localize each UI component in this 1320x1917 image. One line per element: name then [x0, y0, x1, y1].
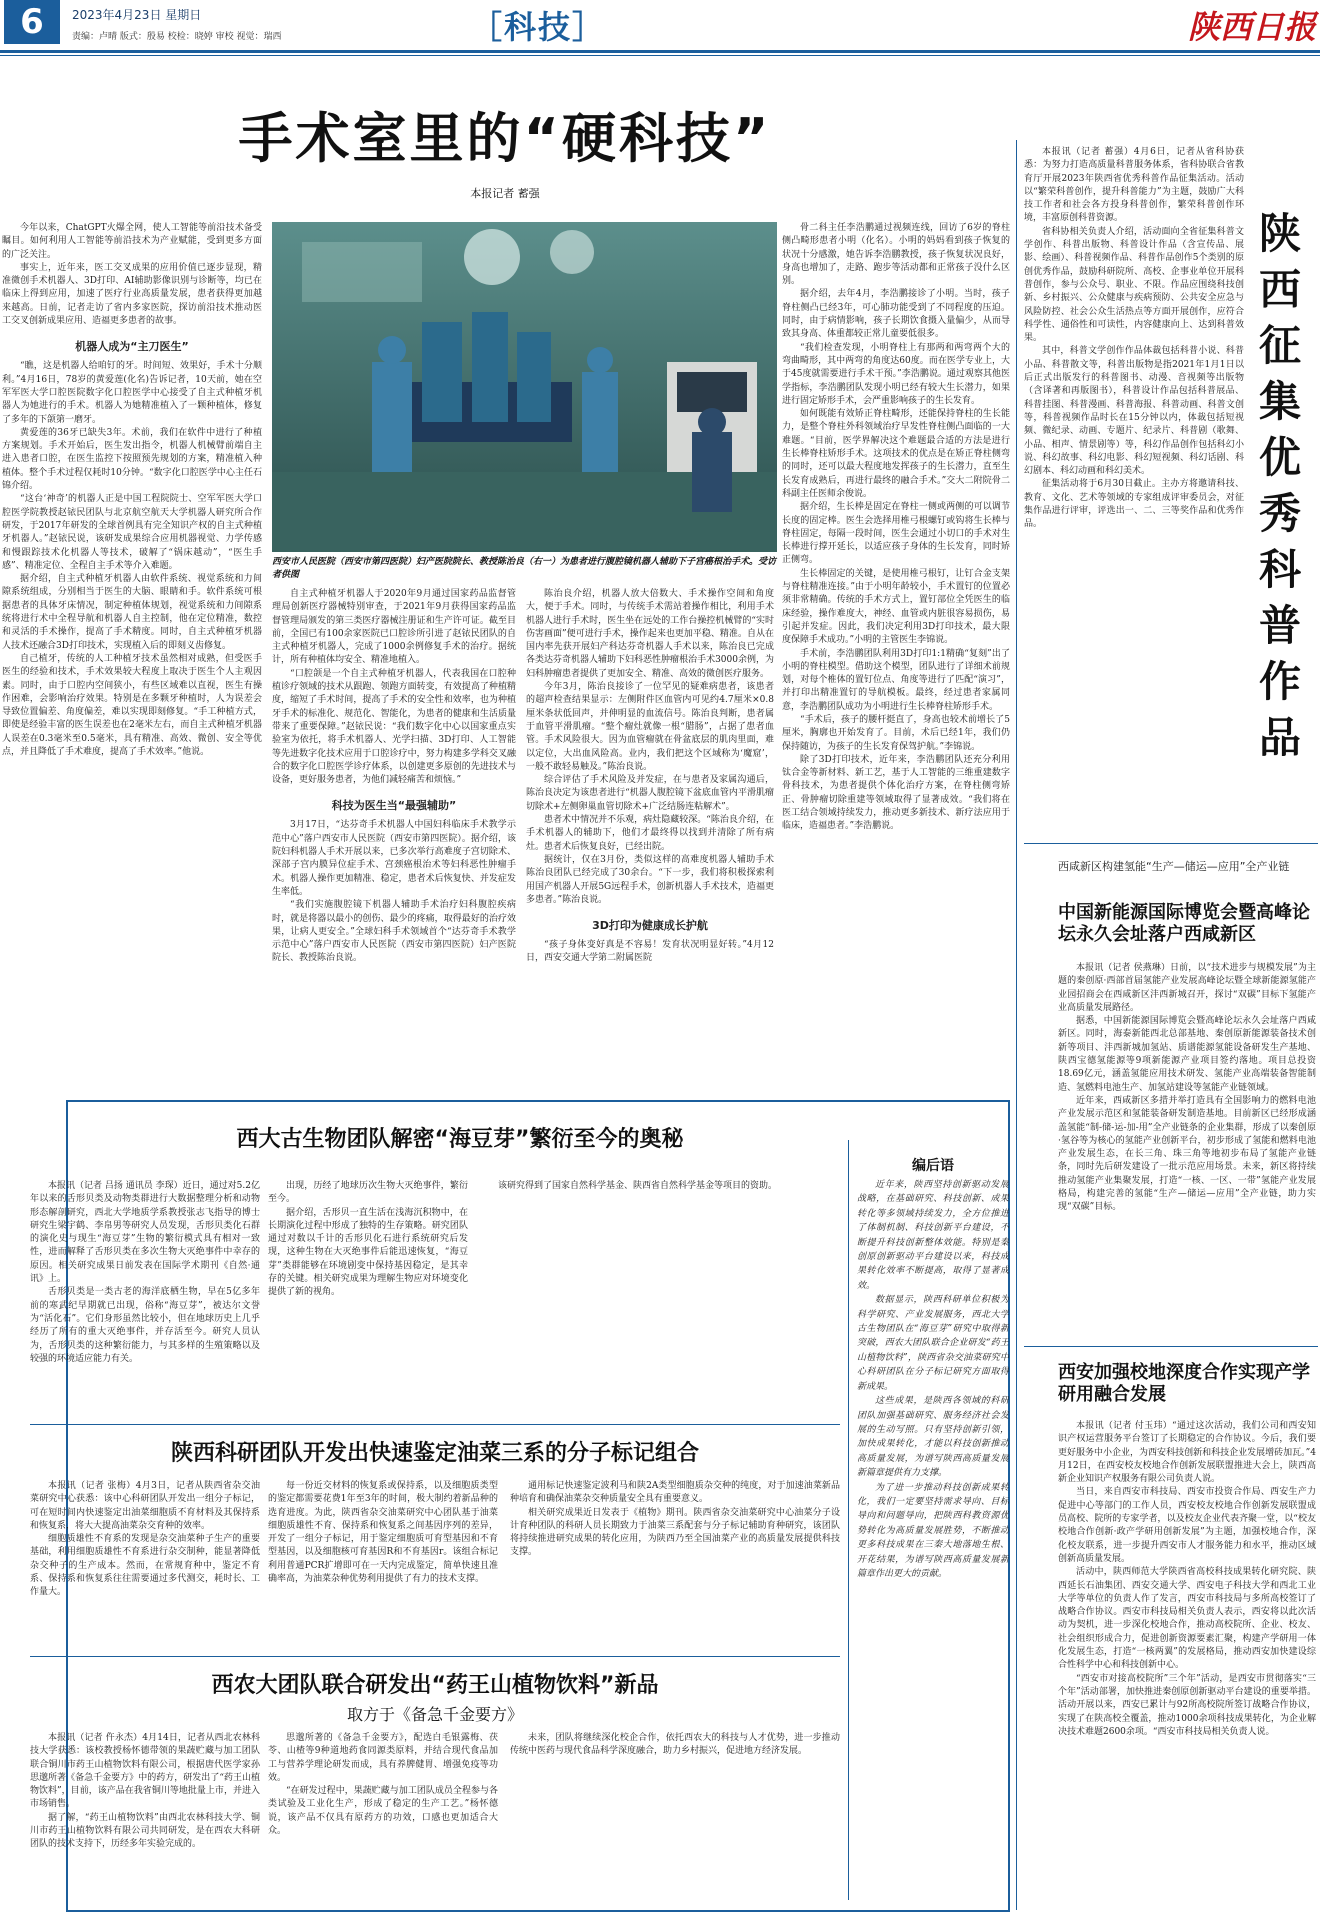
paragraph: 其中，科普文学创作作品体裁包括科普小说、科普小品、科普散文等，科普出版物是指2021年1月1日以后正式出版发行的科普图书、动漫、音视频等出版物（含译著和再版图书），科普设计作品包括科普展品、科普挂图、科普漫画、科普海报、科普动画、科普文创等，科普视频作品时长在15分钟以内，体裁包括短视频、微纪录、动画、专题片、纪录片、科普剧（歌舞、小品、相声、情景剧等）等，科幻作品创作包括科幻小说、科幻故事、科幻电影、科幻短视频、科幻话剧、科幻剧本、科幻动画和科幻美术。	[1024, 346, 1244, 477]
paragraph: “在研发过程中，果蔬贮藏与加工团队成员全程参与各类试验及工业化生产，形成了稳定的生产工艺。”杨怀德说，该产品不仅具有原药方的功效，口感也更加适合大众。	[268, 1786, 498, 1837]
paragraph: 未来，团队将继续深化校企合作，依托西农大的科技与人才优势，进一步推动传统中医药与现代食品科学深度融合，助力乡村振兴，促进地方经济发展。	[510, 1733, 840, 1757]
paragraph: 据介绍，自主式种植牙机器人由软件系统、视觉系统和力间隙系统组成，分别相当于医生的大脑、眼睛和手。软件系统可根据患者的具体牙床情况，制定种植体规划，视觉系统和力间隙系统将进行术中全程导航和机器人自主控制，他在定位精准，数控和灵活的手术操作，提高了手术精度。同时，自主式种植牙机器人技术还融合3D打印技术，实现植入后的即刻义齿修复。	[2, 574, 262, 651]
paragraph: 据介绍，去年4月，李浩鹏接诊了小明。当时，孩子脊柱侧凸已经3年，可心肺功能受到了不同程度的压迫。同时，由于病情影响，孩子长期饮食摄入量偏少，从而导致其身高、体重都较正常儿童要低很多。	[782, 289, 1010, 340]
paragraph: 据介绍，生长棒是固定在脊柱一侧或两侧的可以调节长度的固定棒。医生会选择用椎弓根螺钉或钩将生长棒与脊柱固定，每隔一段时间，医生会通过小切口的手术对生长棒进行撑开延长，以适应孩子身体的生长发育，同时矫正侧弯。	[782, 502, 1010, 566]
paragraph: 近年来，西咸新区多措并举打造具有全国影响力的燃料电池产业发展示范区和氢能装备研发制造基地。目前新区已经形成涵盖氢能“制-储-运-加-用”全产业链条的企业集群，形成了以秦创原·氢谷等为核心的氢能产业创新平台，初步形成了氢能和燃料电池产业发展生态，在长三角、珠三角等地初步布局了氢能产业链条，同时先后研发建设了一批示范应用场景。未来，新区将持续推动氢能产业集聚发展，打造“一核、一区、一带”氢能产业发展格局，构建完善的氢能“生产—储运—应用”全产业链，助力实现“双碳”目标。	[1058, 1095, 1316, 1213]
paragraph: 细胞质雄性不育系的发现是杂交油菜种子生产的重要基础，利用细胞质雄性不育系进行杂交制种，能显著降低杂交种子的生产成本。然而，在常规育种中，鉴定不育系、保持系和恢复系往往需要通过多代测交，耗时长、工作量大。	[30, 1534, 260, 1598]
box3-column-2	[268, 1732, 498, 1908]
story2-pre-title: 西咸新区构建氢能“生产—储运—应用”全产业链	[1058, 860, 1290, 873]
photo-caption: 西安市人民医院（西安市第四医院）妇产医院院长、教授陈治良（右一）为患者进行腹腔镜机器人辅助下子宫癌根治手术。受访者供图	[272, 557, 777, 580]
staff-line: 责编：卢晴 版式：殷易 校检：晓婷 审校 视觉：瑞西	[72, 32, 282, 42]
paragraph: 通用标记快速鉴定波利马和陕2A类型细胞质杂交种的纯度，对于加速油菜新品种培育和确保油菜杂交种质量安全具有重要意义。	[510, 1481, 840, 1505]
paragraph: 手术前，李浩鹏团队利用3D打印1:1精确“复刻”出了小明的脊柱模型。借助这个模型，团队进行了详细术前规划，对每个椎体的置钉位点、角度等进行了匹配“演习”，并打印出精准置钉的导航模板。最终，经过患者家属同意，李浩鹏团队成功为小明进行生长棒脊柱矫形手术。	[782, 648, 1010, 712]
box1-column-2	[268, 1180, 468, 1416]
paragraph: 本报讯（记者 蓄强）4月6日，记者从省科协获悉：为努力打造高质量科普服务体系，省科协联合省教育厅开展2023年陕西省优秀科普作品征集活动。活动以“繁荣科普创作，提升科普能力”为主题，鼓励广大科技工作者和社会各方投身科普创作，繁荣科普创作环境，丰富原创科普资源。	[1024, 147, 1244, 224]
paragraph: 该研究得到了国家自然科学基金、陕西省自然科学基金等项目的资助。	[498, 1181, 778, 1191]
paragraph: “我们实施腹腔镜下机器人辅助手术治疗妇科腹腔疾病时，就是将器以最小的创伤、最少的疼痛，取得最好的治疗效果，让病人更安全。”全球妇科手术领域首个“达芬奇手术教学示范中心”落户西安市人民医院（西安市第四医院）妇产医院院长、教授陈治良说。	[272, 900, 516, 964]
main-byline: 本报记者 蓄强	[470, 187, 540, 200]
editorial-body	[857, 1178, 1009, 1738]
subheading: 机器人成为“主刀医生”	[75, 340, 189, 354]
paragraph: 本报讯（记者 仵永杰）4月14日，记者从西北农林科技大学获悉：该校教授杨怀德带领的果蔬贮藏与加工团队联合铜川市药王山植物饮料有限公司，根据唐代医学家孙思邈所著《备急千金要方》中的药方，研发出了“药王山植物饮料”，目前，该产品在我省铜川等地批量上市，并进入市场销售。	[30, 1733, 260, 1810]
paragraph: “这台‘神奇’的机器人正是中国工程院院士、空军军医大学口腔医学院教授赵铱民团队与北京航空航天大学机器人研究所合作研发，于2017年研发的全球首例具有完全知识产权的自主式种植牙机器人。”赵铱民说，该研发成果综合应用机器视觉、力学传感和慢跟踪技术化机器人等技术，破解了“锅床越动”，“医生手感”、精准定位、全程自主手术等介入难题。	[2, 494, 262, 571]
paragraph: “西安市对接高校院所”三个年”活动，是西安市贯彻落实“三个年”活动部署，加快推进秦创原创新驱动平台建设的重要举措。活动开展以来，西安已累计与92所高校院所签订战略合作协议，实现了在陕高校全覆盖，推动1000余项科技成果转化，为企业解决技术难题2600余项。“西安市科技局相关负责人说。	[1058, 1673, 1316, 1737]
paragraph: 活动中，陕西师范大学陕西省高校科技成果转化研究院、陕西延长石油集团、西安交通大学、西安电子科技大学和西北工业大学等单位的负责人作了发言，西安市科技局与多所高校签订了战略合作协议。西安市科技局相关负责人表示，西安将以此次活动为契机，进一步深化校地合作，推动高校院所、企业、校友、社会组织形成合力，促进创新资源要素汇聚，构建产学研用一体化发展生态，打造“一核两翼”的发展格局，推动西安加快建设综合性科学中心和科技创新中心。	[1058, 1567, 1316, 1671]
box1-column-1	[30, 1180, 260, 1416]
paragraph: 近年来，陕西坚持创新驱动发展战略，在基础研究、科技创新、成果转化等多领域持续发力，全方位推进了体制机制、科技创新平台建设，不断提升科技创新整体效能。特别是秦创原创新驱动平台建设以来，科技成果转化效率不断提高，取得了显著成效。	[857, 1180, 1009, 1291]
subheading: 科技为医生当“最强辅助”	[331, 799, 457, 813]
editorial-divider	[848, 1140, 849, 1900]
subheading: 3D打印为健康成长护航	[592, 919, 708, 933]
column-divider	[1016, 140, 1017, 1910]
paragraph: 本报讯（记者 侯燕琳）日前，以“技术进步与规模发展”为主题的秦创原·西部首届氢能产业发展高峰论坛暨全球新能源氢能产业园招商会在西咸新区沣西新城召开，探讨“双碳”目标下氢能产业高质量发展路径。	[1058, 963, 1316, 1013]
box2-column-3	[510, 1480, 840, 1648]
box3-subheadline: 取方于《备急千金要方》	[346, 1705, 523, 1724]
header-rule-thin	[0, 55, 1320, 56]
right-story-3	[1058, 1420, 1316, 1912]
paragraph: 思邈所著的《备急千金要方》，配选白毛银露梅、茯苓、山楂等9种道地药食同源类原料，并结合现代食品加工与营养学理论研发而成，具有养脾健胃、增强免疫等功效。	[268, 1733, 498, 1783]
header-rule	[0, 50, 1320, 53]
paragraph: “我们检查发现，小明脊柱上有那两和两弯两个大的弯曲畸形，其中两弯的角度达60度。而在医学专业上，大于45度就需要进行手术干预。”李浩鹏说。通过观察其他医学指标，李浩鹏团队发现小明已经有较大生长潜力，如果进行固定矫形手术，会严重影响孩子的生长发育。	[782, 342, 1010, 406]
paragraph: 如何既能有效矫正脊柱畸形，还能保持脊柱的生长能力，是整个脊柱外科领域治疗早发性脊柱侧凸面临的一大难题。“目前，医学界解决这个难题最合适的方法是进行生长棒脊柱矫形手术。这项技术的优点是在矫正脊柱侧弯的同时，还可以最大程度地发挥孩子的生长潜力，直至生长发育成熟后，再进行最终的融合手术。”交大二附院骨二科副主任医师余俊说。	[782, 409, 1010, 499]
story2-headline: 中国新能源国际博览会暨高峰论坛永久会址落户西咸新区	[1058, 902, 1310, 945]
box3-column-1	[30, 1732, 260, 1908]
paragraph: 每一份近交材料的恢复系或保持系，以及细胞质类型的鉴定都需要花费1年至3年的时间，极大制约着新品种的选育进度。为此，陕西省杂交油菜研究中心团队基于油菜细胞质雄性不育、保持系和恢复系之间基因序列的差异，开发了一组分子标记，用于鉴定细胞质可育型基因和不育型基因，以及细胞核可育基因R和不育基因r。该组合标记利用普通PCR扩增即可在一天内完成鉴定，简单快速且准确率高，为油菜杂种优势利用提供了有力的技术支撑。	[268, 1481, 498, 1585]
right-story-2	[1058, 962, 1316, 1307]
main-column-4	[782, 222, 1010, 1098]
paragraph: 综合评估了手术风险及并发症，在与患者及家属沟通后，陈治良决定为该患者进行“机器人腹腔镜下盆底血管内平滑肌瘤切除术+左侧卵巢血管切除术+广泛结肠连粘解术”。	[526, 775, 774, 812]
operating-room-illustration	[272, 222, 777, 552]
paragraph: 本报讯（记者 张梅）4月3日，记者从陕西省杂交油菜研究中心获悉：该中心科研团队开发出一组分子标记，可在短时间内快速鉴定出油菜细胞质不育材料及其保持系和恢复系，将大大提高油菜杂交育种的效率。	[30, 1481, 260, 1531]
paragraph: “口腔颌是一个自主式种植牙机器人，代表我国在口腔种植诊疗领域的技术从跟跑、领跑方面转变，有效提高了种植精度，缩短了手术时间，提高了手术的安全性和效率，也为种植牙手术的标准化、规范化、智能化，为患者的健康和生活质量带来了重要保障。”赵铱民说：“我们数字化中心以国家重点实验室为依托，将手术机器人、光学扫描、3D打印、人工智能等先进数字化技术应用于口腔诊疗中，努力构建多学科交叉融合的数字化口腔医学诊疗体系，以创建更多原创的先进技术与设备，更好服务患者，为他们减轻痛苦和烦恼。”	[272, 668, 516, 786]
header-meta	[72, 6, 452, 42]
paragraph: 据了解，“药王山植物饮料”由西北农林科技大学、铜川市药王山植物饮料有限公司共同研发，是在西农大科研团队的技术支持下，历经多年实验完成的。	[30, 1812, 260, 1850]
paragraph: 本报讯（记者 付玉玮）“通过这次活动，我们公司和西安知识产权运营服务平台签订了长期稳定的合作协议。今后，我们要更好服务中小企业，为西安科技创新和科技企业发展增砖加瓦。”4月12日，在西安校友校地合作创新发展联盟推进大会上，陕西高新企业知识产权服务有限公司负责人说。	[1058, 1421, 1316, 1485]
story-divider	[1024, 1346, 1318, 1347]
paragraph: 数据显示，陕西科研单位积极为科学研究、产业发展服务，西北大学古生物团队在“海豆芽”研究中取得新突破，西农大团队联合企业研发“药王山植物饮料”，陕西省杂交油菜研究中心科研团队在分子标记研究方面取得新成果。	[857, 1295, 1009, 1392]
story3-headline: 西安加强校地深度合作实现产学研用融合发展	[1058, 1362, 1310, 1405]
box2-headline: 陕西科研团队开发出快速鉴定油菜三系的分子标记组合	[170, 1441, 699, 1466]
paragraph: 据统计，仅在3月份，类似这样的高难度机器人辅助手术陈治良团队已经完成了30余台。“下一步，我们将积极探索利用国产机器人开展5G远程手术，创新机器人手术技术，造福更多患者。”陈治良说。	[526, 854, 774, 905]
editorial-title: 编后语	[912, 1158, 954, 1174]
paragraph: 相关研究成果近日发表于《植物》期刊。陕西省杂交油菜研究中心油菜分子设计育种团队的科研人员长期致力于油菜三系配套与分子标记辅助育种研究，该团队将持续推进研究成果的转化应用，为陕西乃至全国油菜产业的高质量发展提供科技支撑。	[510, 1507, 840, 1558]
paragraph: 今年以来，ChatGPT火爆全网，使人工智能等前沿技术备受瞩目。如何利用人工智能等前沿技术为产业赋能，受到更多方面的广泛关注。	[2, 223, 262, 260]
main-headline: 手术室里的“硬科技”	[238, 107, 772, 170]
box-divider	[30, 1424, 840, 1425]
paragraph: 生长棒固定的关键，是使用椎弓根钉，让钉合金支架与脊柱精准连接。”由于小明年龄较小，手术置钉的位置必须非常精确。传统的手术方式上，置钉部位全凭医生的临床经验，操作难度大，神经、血管或内脏很容易损伤，易引起并发症。因此，我们决定利用3D打印技术，最大限度保障手术成功。”小明的主管医生李锦说。	[782, 568, 1010, 646]
paragraph: 本报讯（记者 吕扬 通讯员 李琛）近日，通过对5.2亿年以来的舌形贝类及动物类群进行大数据整理分析和动物形态解剖研究，西北大学地质学系教授张志飞指导的博士研究生梁宇鹤、李帛男等研究人员发现，舌形贝类化石群的演化史与现生“海豆芽”生物的繁衍模式具有相对一致性，进而解释了舌形贝类在多次生物大灭绝事件中幸存的原因。相关研究成果日前发表在国际学术期刊《自然·通讯》上。	[30, 1181, 260, 1285]
main-column-2	[272, 588, 516, 1098]
paragraph: 骨二科主任李浩鹏通过视频连线，回访了6岁的脊柱侧凸畸形患者小明（化名）。小明的妈妈看到孩子恢复的状况十分感激，她告诉李浩鹏教授，孩子恢复状况良好，身高也增加了，走路、跑步等活动都和正常孩子没什么区别。	[782, 223, 1010, 287]
date-line: 2023年4月23日 星期日	[72, 8, 202, 22]
story-divider	[1024, 843, 1318, 844]
paragraph: 为了进一步推动科技创新成果转化，我们一定要坚持需求导向、目标导向和问题导向，把陕西科教资源优势转化为高质量发展胜势，不断推动更多科技成果在三秦大地落地生根、开花结果，为谱写陕西高质量发展新篇章作出更大的贡献。	[857, 1482, 1009, 1579]
paragraph: 出现，历经了地球历次生物大灭绝事件，繁衍至今。	[268, 1181, 468, 1205]
paragraph: 3月17日，“达芬奇手术机器人中国妇科临床手术教学示范中心”落户西安市人民医院（西安市第四医院）。据介绍，该院妇科机器人手术开展以来，已多次举行高难度子宫切除术、深部子宫内膜异位症手术、宫颈癌根治术等妇科恶性肿瘤手术。机器人操作更加精准、稳定，患者术后恢复快、并发症发生率低。	[272, 820, 516, 897]
paragraph: 自主式种植牙机器人于2020年9月通过国家药品监督管理局创新医疗器械特别审查，于2021年9月获得国家药品监督管理局颁发的第三类医疗器械注册证和生产许可证。截至目前，全国已有100余家医院已口腔诊所引进了赵铱民团队的自主式种植牙机器人，完成了1000余例修复手术的治疗。据统计，所有种植体均安全、精准地植入。	[272, 589, 516, 666]
surgery-photo	[272, 222, 777, 552]
box1-column-3	[480, 1180, 840, 1416]
paragraph: 今年3月，陈治良接诊了一位罕见的疑难病患者，该患者的超声检查结果显示：左侧附件区血管内可见约4.7厘米×0.8厘米条状低回声，并伸明显的血流信号。陈治良判断，患者属于血管平滑肌瘤。“整个瘤灶就像一根“腊肠”，占据了患者血管。手术风险很大。因为血管瘤就在骨盆底层的肌肉里面，难以定位，大出血风险高。业内，我们把这个区域称为‘魔窟’，一般不敢轻易触及。”陈治良说。	[526, 682, 774, 772]
page-number: 6	[4, 0, 60, 44]
paragraph: 自己植牙，传统的人工种植牙技术虽然相对成熟，但受医手医生的经验和技术，手术效果较大程度上取决于医生个人主观因素。同时，由于口腔内空间狭小，有些区域难以直视，医生有操作困难，会影响治疗效果。特别是在多颗牙种植时，人为误差会导致位置偏差、角度偏差，难以实现即刻修复。“手工种植方式，即使是经验丰富的医生误差也在2毫米左右，而自主式种植牙机器人误差在0.3毫米至0.5毫米，具有精准、高效、微创、安全等优点，并且降低了手术难度，提高了手术效率。”他说。	[2, 653, 262, 757]
paragraph: “孩子身体变好真是不容易！发育状况明显好转。”4月12日，西安交通大学第二附属医院	[526, 940, 774, 964]
paragraph: 当日，来自西安市科技局、西安市投资合作局、西安生产力促进中心等部门的工作人员，西安校友校地合作创新发展联盟成员高校、院所的专家学者，以及校友企业代表齐聚一堂，以“校友校地合作创新·政产学研用创新发展”为主题，加强校地合作，深化校友联系，进一步提升西安市人才服务能力和水平，推动区域创新高质量发展。	[1058, 1487, 1316, 1564]
paragraph: 事实上，近年来，医工交叉成果的应用价值已逐步显现，精准微创手术机器人、3D打印、AI辅助影像识别与诊断等，均已在临床上得到应用，加速了医疗行业高质量发展，患者获得更加越来越高。日前，记者走访了省内多家医院，探访前沿技术推动医工交叉创新成果应用、造福更多患者的故事。	[2, 262, 262, 327]
box3-column-3	[510, 1732, 840, 1908]
box1-headline: 西大古生物团队解密“海豆芽”繁衍至今的奥秘	[236, 1127, 684, 1152]
paragraph: 黄爱莲的36牙已缺失3年。术前，我们在软件中进行了种植方案规划。手术开始后，医生发出指令，机器人机械臂前端自主进入患者口腔，在医生监控下按照预先规划的方案，精准植入种植体。整个手术过程仅耗时10分钟。“数字化口腔医学中心主任石锦介绍。	[2, 427, 262, 492]
box-divider	[30, 1656, 840, 1657]
box2-column-2	[268, 1480, 498, 1648]
newspaper-logo: 陕西日报	[1187, 8, 1316, 46]
paragraph: 陈治良介绍，机器人放大倍数大、手术操作空间和角度大，便于手术。同时，与传统手术需站着操作相比，利用手术机器人进行手术时，医生坐在远处的工作台操控机械臂的“实时伤害画面”便可进行手术，操作起来也更加平稳、精准。自从在国内率先获开展妇产科达芬奇机器人手术以来，陈治良已完成各类达芬奇机器人辅助下妇科恶性肿瘤根治手术3000余例，为妇科肿瘤患者提供了更加安全、精准、高效的微创医疗服务。	[526, 589, 774, 679]
main-column-1	[2, 222, 262, 1098]
paragraph: 征集活动将于6月30日截止。主办方将邀请科技、教育、文化、艺术等领域的专家组成评审委员会，对征集作品进行评审，评选出一、二、三等奖作品和优秀作品。	[1024, 479, 1244, 530]
paragraph: 除了3D打印技术，近年来，李浩鹏团队还充分利用钛合金等新材料、新工艺，基于人工智能的三维重建数字骨科技术，为患者提供个体化治疗方案，在脊柱侧弯矫正、骨肿瘤切除重建等领域取得了显著成效。“我们将在医工结合领域持续发力，推动更多新技术、新疗法应用于临床，造福患者。”李浩鹏说。	[782, 754, 1010, 832]
paragraph: 患者术中情况并不乐观，病灶隐藏较深。“陈治良介绍，在手术机器人的辅助下，他们才最终得以找到并清除了所有病灶。患者术后恢复良好，已经出院。	[526, 815, 774, 852]
main-column-3	[526, 588, 774, 1098]
right-story-1	[1024, 146, 1244, 806]
section-label: ［科技］	[470, 8, 607, 46]
paragraph: “手术后，孩子的腰杆挺直了，身高也较术前增长了5厘米，胸廓也开始发育了。目前，术后已经1年，我们仍保持随访，为孩子的生长发育保驾护航。”李锦说。	[782, 714, 1010, 752]
paragraph: 据介绍，舌形贝一直生活在浅海沉积物中，在长期演化过程中形成了独特的生存策略。研究团队通过对数以千计的舌形贝化石进行系统研究后发现，这种生物在大灭绝事件后能迅速恢复，“海豆芽”类群能够在环境剧变中保持基因稳定，是其幸存的关键。相关研究成果为理解生物应对环境变化提供了新的视角。	[268, 1207, 468, 1298]
box3-headline: 西农大团队联合研发出“药王山植物饮料”新品	[211, 1673, 659, 1698]
vertical-headline: 陕西征集优秀科普作品	[1258, 209, 1301, 762]
paragraph: 据悉，中国新能源国际博览会暨高峰论坛永久会址落户西咸新区。同时，海泰新能西北总部基地、秦创原新能源装备技术创新等项目、沣西新城加氢站、质谱能源氢能设备研发生产基地、陕西宝德氢能源等9项新能源产业项目签约落地。项目总投资18.69亿元，涵盖氢能应用技术研发、氢能产业高端装备智能制造、氢燃料电池生产、加氢站建设等氢能产业链领域。	[1058, 1016, 1316, 1093]
box2-column-1	[30, 1480, 260, 1648]
paragraph: 这些成果，是陕西各领域的科研团队加强基础研究、服务经济社会发展的生动写照。只有坚持创新引领，加快成果转化，才能以科技创新推动高质量发展，为谱写陕西高质量发展新篇章提供有力支撑。	[857, 1396, 1009, 1479]
paragraph: “瞧，这是机器人给咱钉的牙。时间短、效果好，手术十分顺利。”4月16日，78岁的黄爱莲(化名)告诉记者，10天前，她在空军军医大学口腔医院数字化口腔医学中心接受了自主式种植牙机器人为她进行的手术。机器人为她精准植入了一颗种植体，修复了多年的下颌第一磨牙。	[2, 361, 262, 425]
paragraph: 省科协相关负责人介绍，活动面向全省征集科普文学创作、科普出版物、科普设计作品（含宣传品、展影、绘画）、科普视频作品、科普作品创作5个类别的原创优秀作品，鼓励科研院所、高校、企事业单位开展科普创作，参与公众号、职业、不限。作品应围绕科技创新、乡村振兴、公众健康与疾病预防、公共安全应急与风险防控、社会公众生活热点等方面开展创作，应符合科学性、通俗性和可读性，内容健康向上、达到科普效果。	[1024, 226, 1244, 344]
paragraph: 舌形贝类是一类古老的海洋底栖生物，早在5亿多年前的寒武纪早期就已出现，俗称“海豆芽”，被达尔文誉为“活化石”。它们身形虽然比较小，但在地球历史上几乎经历了所有的重大灭绝事件，并存活至今。研究人员认为，舌形贝类的这种繁衍能力，与其多样的生殖策略以及较强的环境适应能力有关。	[30, 1287, 260, 1364]
